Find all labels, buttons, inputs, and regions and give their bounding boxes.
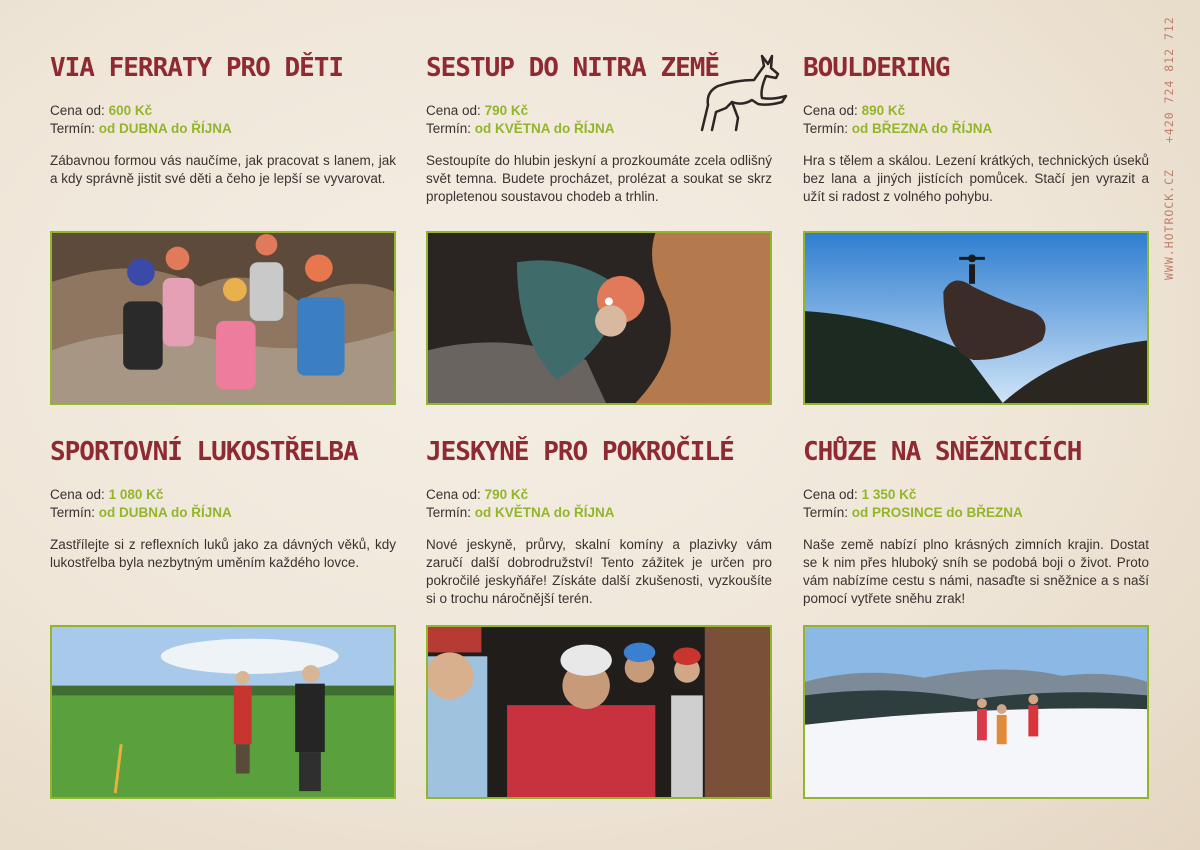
card-description: Sestoupíte do hlubin jeskyní a prozkoumáte zcela odlišný svět temna. Budete procházet, prolézat a soukat se skrz propletenou soustavou chodeb a trhlin.	[426, 153, 772, 204]
photo-jeskyne	[426, 625, 772, 799]
price-value: 790 Kč	[484, 487, 529, 502]
card-title: CHŮZE NA SNĚŽNICÍCH	[803, 437, 1082, 467]
card-description: Nové jeskyně, průrvy, skalní komíny a plazivky vám zaručí další dobrodružství! Tento zážitek je určen pro pokročilé jeskyňáře! Získáte další zkušenosti, vyzkoušíte si o trochu náročnější terén.	[426, 537, 772, 606]
card-lukostrelba	[50, 432, 396, 572]
term-value: od KVĚTNA do ŘÍJNA	[474, 121, 615, 136]
website-text: WWW.HOTROCK.CZ	[1162, 169, 1176, 280]
term-value: od DUBNA do ŘÍJNA	[98, 121, 232, 136]
card-title: SPORTOVNÍ LUKOSTŘELBA	[50, 437, 358, 467]
card-meta	[50, 486, 396, 522]
term-label: Termín:	[803, 121, 849, 136]
term-value: od KVĚTNA do ŘÍJNA	[474, 505, 615, 520]
price-label: Cena od:	[803, 487, 858, 502]
card-title: VIA FERRATY PRO DĚTI	[50, 53, 344, 83]
chamois-illustration	[692, 50, 792, 136]
term-label: Termín:	[426, 505, 472, 520]
card-description: Hra s tělem a skálou. Lezení krátkých, technických úseků bez lana a jiných jistících pomůcek. Stačí jen vyrazit a užít si radost z volného pohybu.	[803, 153, 1149, 204]
card-jeskyne	[426, 432, 772, 608]
term-label: Termín:	[426, 121, 472, 136]
photo-sestup	[426, 231, 772, 405]
card-meta	[50, 102, 396, 138]
card-description: Naše země nabízí plno krásných zimních krajin. Dostat se k nim přes hluboký sníh se podobá boji o život. Proto vám nabízíme cestu s námi, nasaďte si sněžnice a s naší pomocí vytřete sněhu zrak!	[803, 537, 1149, 606]
card-description: Zastřílejte si z reflexních luků jako za dávných věků, kdy lukostřelba byla nezbytným uměním každého lovce.	[50, 537, 396, 570]
card-description: Zábavnou formou vás naučíme, jak pracovat s lanem, jak a kdy správně jistit své děti a čeho je lepší se vyvarovat.	[50, 153, 396, 186]
card-via-ferraty	[50, 48, 396, 188]
price-value: 790 Kč	[484, 103, 529, 118]
card-title: BOULDERING	[803, 53, 950, 83]
card-bouldering	[803, 48, 1149, 206]
card-meta	[803, 102, 1149, 138]
term-label: Termín:	[50, 505, 96, 520]
term-value: od BŘEZNA do ŘÍJNA	[851, 121, 993, 136]
price-value: 890 Kč	[861, 103, 906, 118]
term-value: od DUBNA do ŘÍJNA	[98, 505, 232, 520]
term-value: od PROSINCE do BŘEZNA	[851, 505, 1023, 520]
price-label: Cena od:	[50, 487, 105, 502]
term-label: Termín:	[803, 505, 849, 520]
sidebar-contact	[1162, 16, 1196, 280]
price-label: Cena od:	[50, 103, 105, 118]
price-label: Cena od:	[803, 103, 858, 118]
photo-lukostrelba	[50, 625, 396, 799]
term-label: Termín:	[50, 121, 96, 136]
photo-via-ferraty	[50, 231, 396, 405]
phone-text: +420 724 812 712	[1162, 16, 1176, 144]
photo-bouldering	[803, 231, 1149, 405]
card-title: JESKYNĚ PRO POKROČILÉ	[426, 437, 734, 467]
card-meta	[426, 486, 772, 522]
card-meta	[803, 486, 1149, 522]
price-value: 1 350 Kč	[861, 487, 917, 502]
card-title: SESTUP DO NITRA ZEMĚ	[426, 53, 720, 83]
price-label: Cena od:	[426, 103, 481, 118]
price-value: 600 Kč	[108, 103, 153, 118]
price-value: 1 080 Kč	[108, 487, 164, 502]
price-label: Cena od:	[426, 487, 481, 502]
photo-snezniece	[803, 625, 1149, 799]
card-sneznice	[803, 432, 1149, 608]
